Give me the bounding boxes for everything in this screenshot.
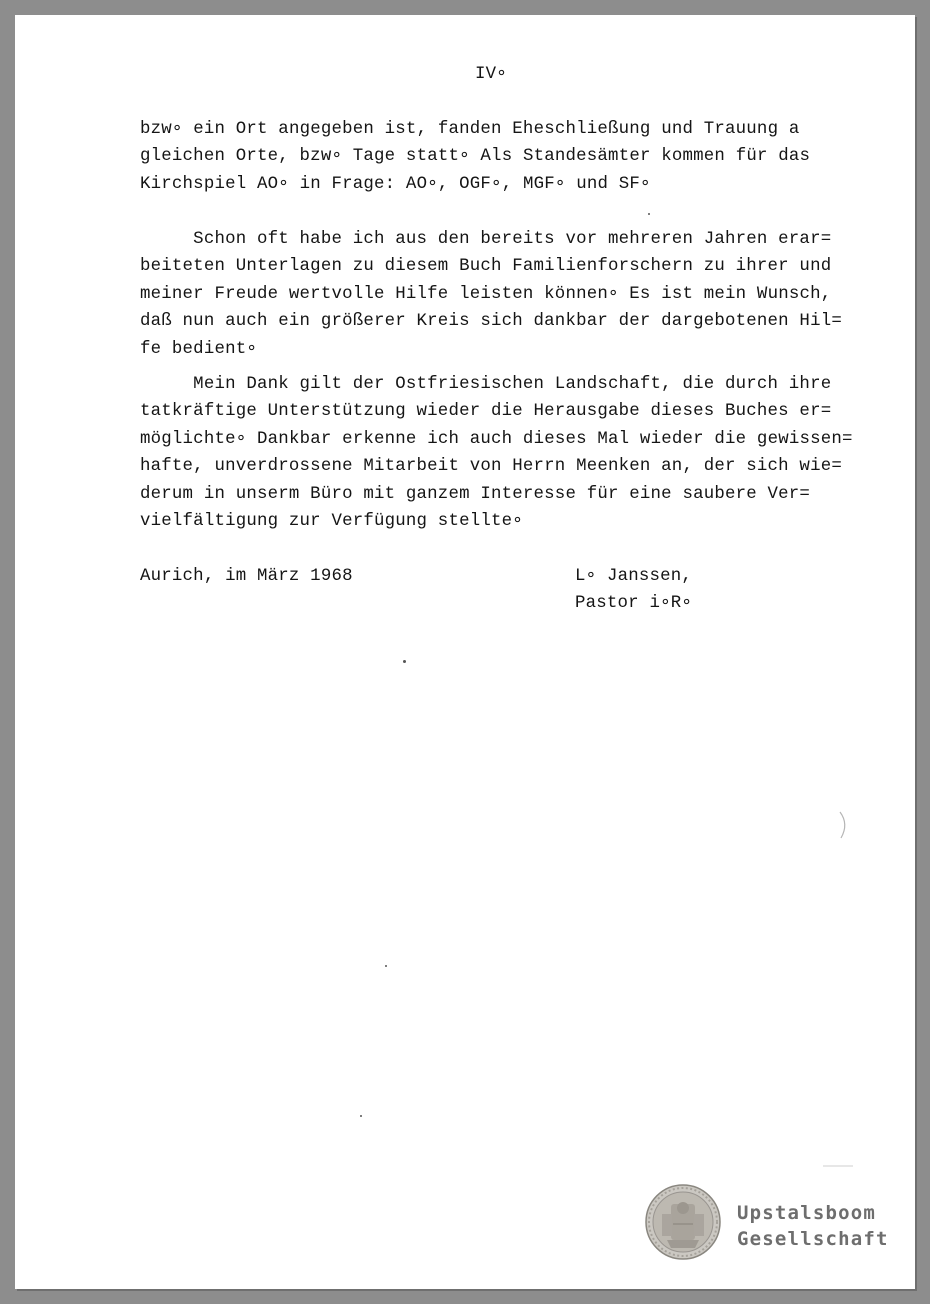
text-line: Schon oft habe ich aus den bereits vor mehreren Jahren erar= (140, 230, 832, 249)
text-line: bzw∘ ein Ort angegeben ist, fanden Eheschließung und Trauung a (140, 120, 800, 139)
scan-speck (385, 965, 387, 967)
text-line: derum in unserm Büro mit ganzem Interesse für eine saubere Ver= (140, 484, 811, 504)
scan-speck (360, 1115, 362, 1117)
text-line: vielfältigung zur Verfügung stellte∘ (140, 512, 523, 532)
paragraph-2 (140, 226, 842, 363)
signature-name: L∘ Janssen, (575, 567, 693, 586)
watermark-line-2: Gesellschaft (737, 1228, 889, 1250)
text-line: hafte, unverdrossene Mitarbeit von Herrn Meenken an, der sich wie= (140, 457, 842, 477)
document-page (15, 15, 915, 1289)
watermark-text (737, 1200, 889, 1252)
text-line: meiner Freude wertvolle Hilfe leisten können∘ Es ist mein Wunsch, (140, 284, 832, 304)
text-line: fe bedient∘ (140, 339, 258, 359)
scan-line (823, 1163, 853, 1169)
signature-title: Pastor i∘R∘ (575, 594, 693, 614)
text-line: tatkräftige Unterstützung wieder die Herausgabe dieses Buches er= (140, 402, 832, 422)
paragraph-3 (140, 371, 853, 535)
watermark-line-1: Upstalsboom (737, 1202, 877, 1224)
text-line: Kirchspiel AO∘ in Frage: AO∘, OGF∘, MGF∘ und SF∘ (140, 174, 651, 194)
scan-mark (837, 810, 851, 840)
text-line: gleichen Orte, bzw∘ Tage statt∘ Als Standesämter kommen für das (140, 147, 811, 167)
scan-speck (648, 213, 650, 215)
text-line: beiteten Unterlagen zu diesem Buch Familienforschern zu ihrer und (140, 257, 832, 277)
text-line: daß nun auch ein größerer Kreis sich dankbar der dargebotenen Hil= (140, 312, 842, 332)
signature-block (575, 563, 692, 618)
paragraph-1 (140, 116, 810, 198)
seal-icon (645, 1184, 721, 1260)
place-date: Aurich, im März 1968 (140, 567, 353, 586)
text-line: möglichte∘ Dankbar erkenne ich auch dieses Mal wieder die gewissen= (140, 429, 853, 449)
text-line: Mein Dank gilt der Ostfriesischen Landschaft, die durch ihre (140, 375, 832, 394)
scan-speck (403, 660, 406, 663)
page-number: IV∘ (475, 65, 507, 84)
